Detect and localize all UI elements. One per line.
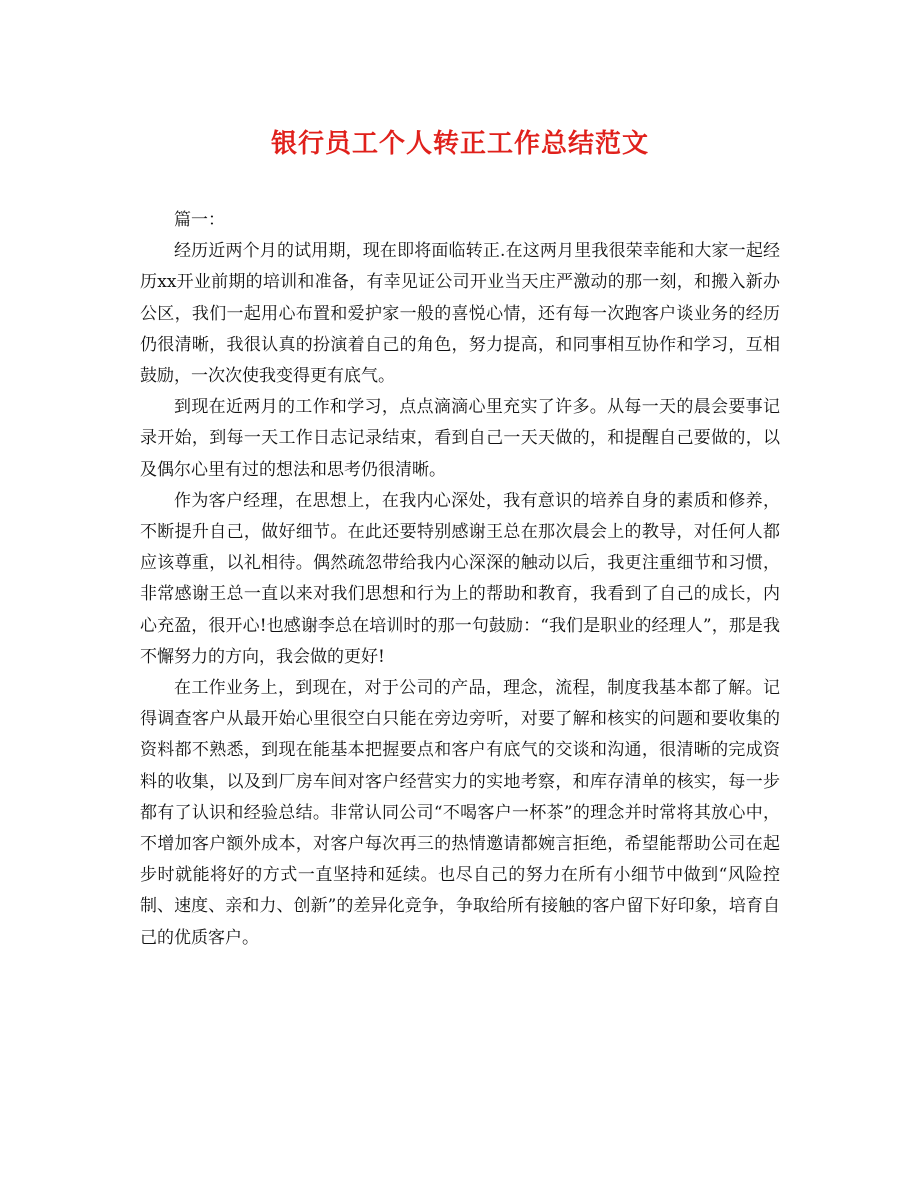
document-title: 银行员工个人转正工作总结范文 — [270, 129, 649, 159]
paragraph-3: 作为客户经理，在思想上，在我内心深处，我有意识的培养自身的素质和修养，不断提升自己，做好细节。在此还要特别感谢王总在那次晨会上的教导，对任何人都应该尊重，以礼相待。偶然疏忽带给我内心深深的触动以后，我更注重细节和习惯，非常感谢王总一直以来对我们思想和行为上的帮助和教育，我看到了自己的成长，内心充盈，很开心!也感谢李总在培训时的那一句鼓励：“我们是职业的经理人”，那是我不懈努力的方向，我会做的更好! — [140, 490, 780, 667]
paragraph-4: 在工作业务上，到现在，对于公司的产品，理念，流程，制度我基本都了解。记得调查客户从最开始心里很空白只能在旁边旁听，对要了解和核实的问题和要收集的资料都不熟悉，到现在能基本把握要点和客户有底气的交谈和沟通，很清晰的完成资料的收集，以及到厂房车间对客户经营实力的实地考察，和库存清单的核实，每一步都有了认识和经验总结。非常认同公司“不喝客户一杯茶”的理念并时常将其放心中，不增加客户额外成本，对客户每次再三的热情邀请都婉言拒绝，希望能帮助公司在起步时就能将好的方式一直坚持和延续。也尽自己的努力在所有小细节中做到“风险控制、速度、亲和力、创新”的差异化竞争，争取给所有接触的客户留下好印象，培育自己的优质客户。 — [140, 678, 780, 948]
section-label: 篇一： — [174, 210, 225, 230]
document-body — [140, 205, 780, 954]
paragraph-2: 到现在近两月的工作和学习，点点滴滴心里充实了许多。从每一天的晨会要事记录开始，到每一天工作日志记录结束，看到自己一天天做的，和提醒自己要做的，以及偶尔心里有过的想法和思考仍很清晰。 — [140, 397, 780, 480]
paragraph-1: 经历近两个月的试用期，现在即将面临转正.在这两月里我很荣幸能和大家一起经历xx开业前期的培训和准备，有幸见证公司开业当天庄严激动的那一刻，和搬入新办公区，我们一起用心布置和爱护家一般的喜悦心情，还有每一次跑客户谈业务的经历仍很清晰，我很认真的扮演着自己的角色，努力提高，和同事相互协作和学习，互相鼓励，一次次使我变得更有底气。 — [140, 241, 780, 386]
